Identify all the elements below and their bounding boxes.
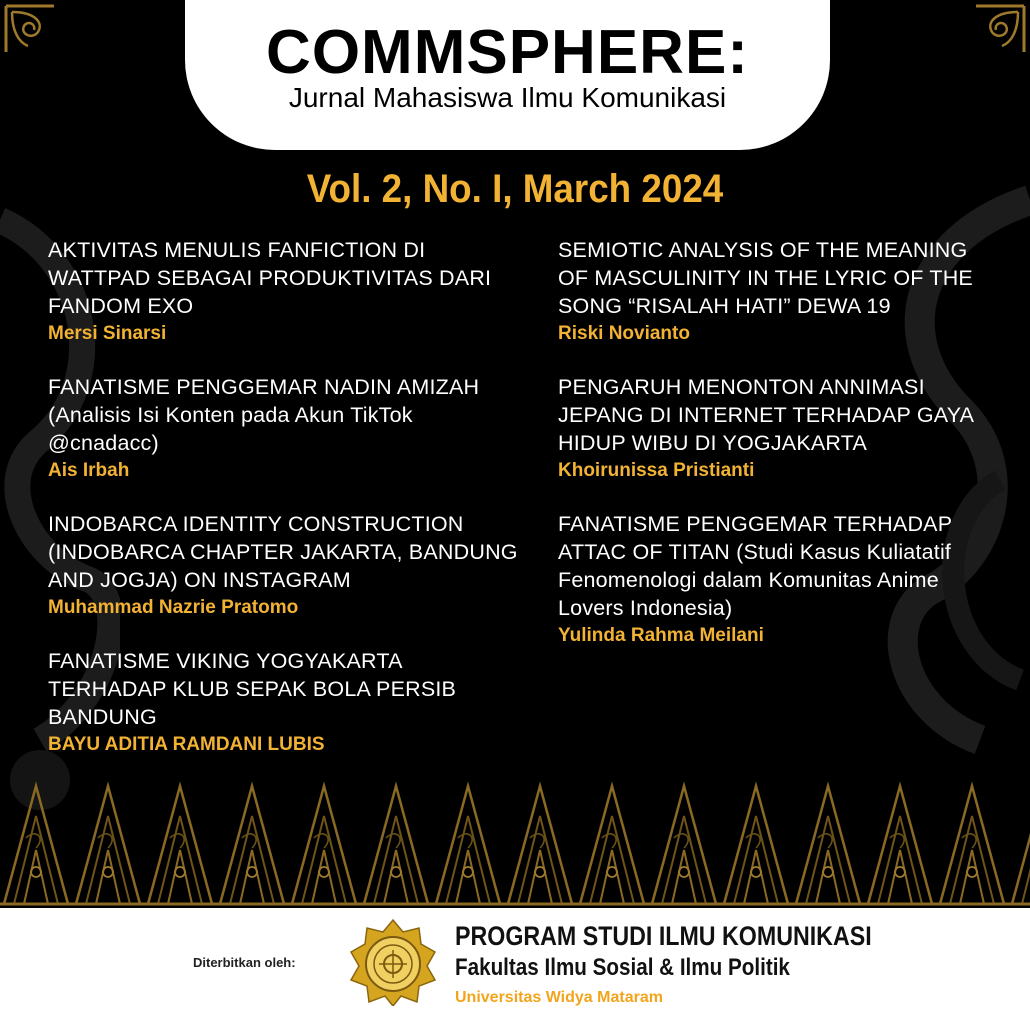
article-author: Khoirunissa Pristianti [558,460,755,481]
article-list-right [558,236,1003,675]
article-list-left [48,236,518,784]
article-item [48,236,518,347]
article-author: Ais Irbah [48,460,130,481]
article-title: PENGARUH MENONTON ANNIMASI JEPANG DI INTERNET TERHADAP GAYA HIDUP WIBU DI YOGJAKARTA [558,375,973,455]
article-item [48,647,518,758]
published-by-label: Diterbitkan oleh: [193,955,296,970]
article-author: Muhammad Nazrie Pratomo [48,597,299,618]
article-item [558,236,1003,347]
article-item [48,373,518,484]
issue-label: Vol. 2, No. I, March 2024 [306,167,724,211]
header-banner [185,0,830,150]
article-title: FANATISME PENGGEMAR NADIN AMIZAH (Analisis Isi Konten pada Akun TikTok @cnadacc) [48,375,480,455]
ornament-band [0,768,1030,908]
university-seal-icon [349,918,437,1006]
article-item [48,510,518,621]
article-author: BAYU ADITIA RAMDANI LUBIS [48,734,325,755]
article-title: INDOBARCA IDENTITY CONSTRUCTION (INDOBARCA CHAPTER JAKARTA, BANDUNG AND JOGJA) ON INSTAGRAM [48,512,518,592]
article-title: SEMIOTIC ANALYSIS OF THE MEANING OF MASCULINITY IN THE LYRIC OF THE SONG “RISALAH HATI” DEWA 19 [558,238,973,318]
article-item [558,510,1003,649]
program-name: PROGRAM STUDI ILMU KOMUNIKASI [455,921,872,951]
article-author: Mersi Sinarsi [48,323,167,344]
article-author: Riski Novianto [558,323,690,344]
article-item [558,373,1003,484]
article-title: AKTIVITAS MENULIS FANFICTION DI WATTPAD SEBAGAI PRODUKTIVITAS DARI FANDOM EXO [48,238,492,318]
article-title: FANATISME PENGGEMAR TERHADAP ATTAC OF TITAN (Studi Kasus Kuliatatif Fenomenologi dalam Komunitas Anime Lovers Indonesia) [558,512,952,620]
journal-subtitle: Jurnal Mahasiswa Ilmu Komunikasi [288,82,727,113]
footer [0,908,1030,1030]
corner-ornament-top-right-icon [974,4,1026,54]
article-title: FANATISME VIKING YOGYAKARTA TERHADAP KLUB SEPAK BOLA PERSIB BANDUNG [48,649,457,729]
faculty-name: Fakultas Ilmu Sosial & Ilmu Politik [455,954,790,981]
university-name: Universitas Widya Mataram [455,989,663,1006]
journal-title: COMMSPHERE: [266,18,749,87]
article-author: Yulinda Rahma Meilani [558,625,764,646]
corner-ornament-top-left-icon [4,4,56,54]
